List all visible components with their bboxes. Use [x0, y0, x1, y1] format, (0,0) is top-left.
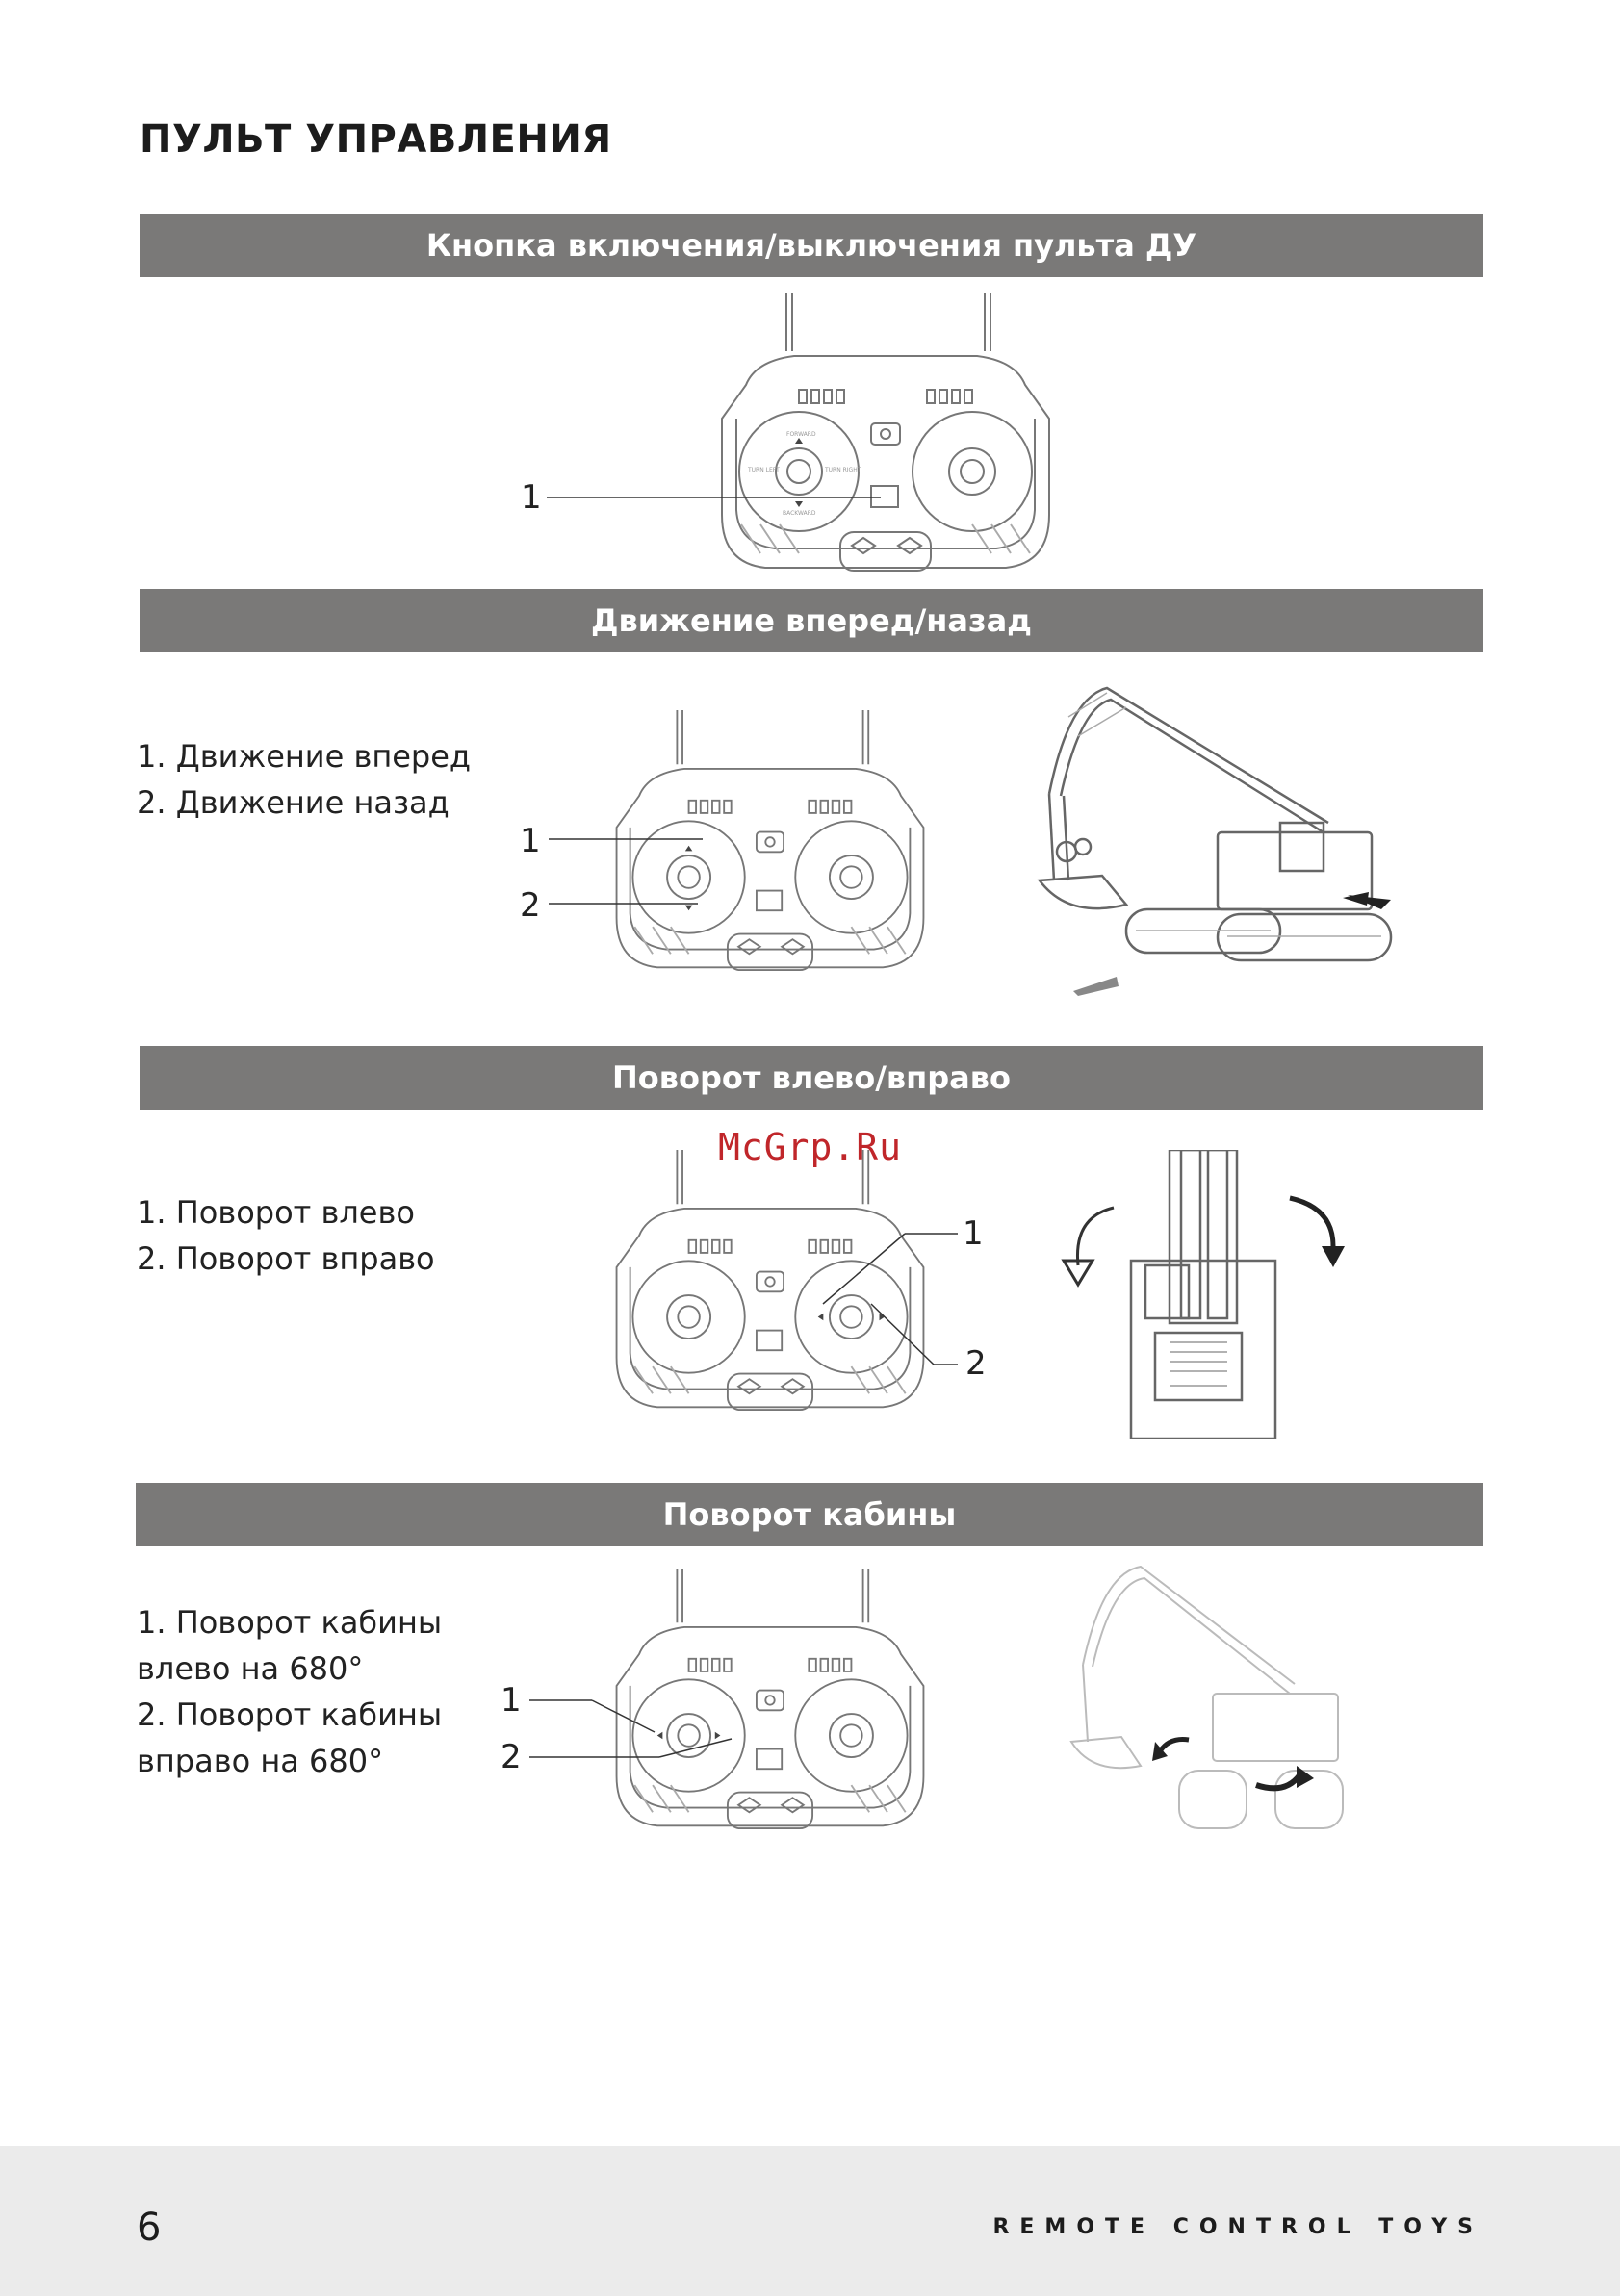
- instruction-list: [137, 1599, 442, 1784]
- list-item: 1. Движение вперед: [137, 738, 472, 775]
- instruction-list: [137, 733, 471, 826]
- section-header-drive: Движение вперед/назад: [140, 589, 1483, 652]
- callout-1: 1: [501, 1681, 522, 1720]
- label-turn-left: TURN LEFT: [748, 467, 780, 473]
- instruction-list: [137, 1189, 435, 1282]
- list-item: влево на 680°: [137, 1650, 364, 1687]
- callout-1: 1: [963, 1214, 984, 1253]
- label-forward: FORWARD: [786, 431, 816, 438]
- watermark: McGrp.Ru: [718, 1126, 903, 1168]
- section-header-cabin: Поворот кабины: [136, 1483, 1483, 1546]
- callout-2: 2: [520, 886, 541, 925]
- page-title: ПУЛЬТ УПРАВЛЕНИЯ: [140, 117, 612, 162]
- list-item: 1. Поворот кабины: [137, 1604, 443, 1641]
- list-item: 2. Поворот вправо: [137, 1240, 435, 1277]
- excavator-cabin-rotation: [1044, 1559, 1362, 1838]
- callout-2: 2: [965, 1344, 987, 1383]
- label-backward: BACKWARD: [783, 510, 816, 517]
- callout-lines: [539, 828, 712, 914]
- list-item: 2. Движение назад: [137, 784, 450, 821]
- list-item: 2. Поворот кабины: [137, 1696, 443, 1733]
- remote-control-diagram: [717, 293, 1054, 573]
- callout-lines: [525, 1689, 746, 1766]
- excavator-illustration: [1011, 678, 1405, 996]
- callout-1: 1: [521, 478, 542, 517]
- list-item: вправо на 680°: [137, 1743, 384, 1779]
- callout-1: 1: [520, 822, 541, 860]
- callout-line: [539, 493, 886, 502]
- callout-lines: [809, 1222, 963, 1376]
- label-turn-right: TURN RIGHT: [825, 467, 861, 473]
- page-number: 6: [137, 2206, 162, 2250]
- section-header-power: Кнопка включения/выключения пульта ДУ: [140, 214, 1483, 277]
- excavator-top-view: [1054, 1150, 1381, 1439]
- brand-label: REMOTE CONTROL TOYS: [992, 2215, 1483, 2239]
- list-item: 1. Поворот влево: [137, 1194, 415, 1231]
- section-header-turn: Поворот влево/вправо: [140, 1046, 1483, 1110]
- callout-2: 2: [501, 1738, 522, 1776]
